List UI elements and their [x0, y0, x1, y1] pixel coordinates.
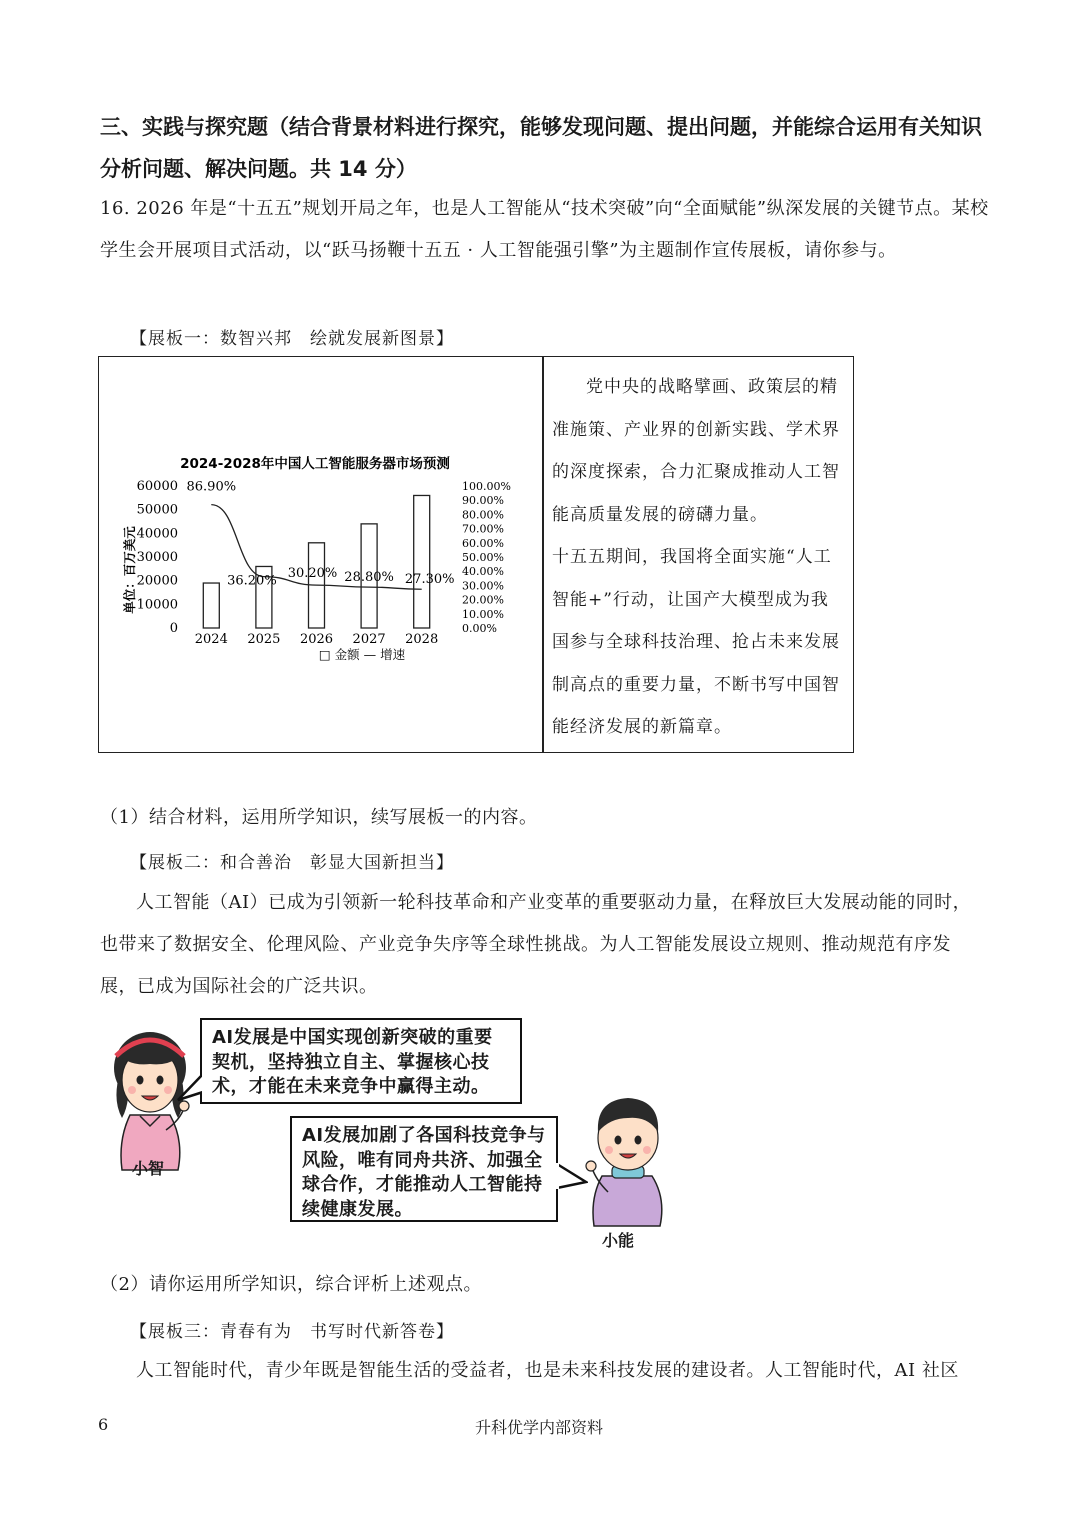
panel-2-text: 人工智能（AI）已成为引领新一轮科技革命和产业变革的重要驱动力量，在释放巨大发展动能的同时，也带来了数据安全、伦理风险、产业竞争失序等全球性挑战。为人工智能发展设立规则、推动规范有序发展，已成为国际社会的广泛共识。 [100, 892, 972, 997]
bar-2028 [414, 495, 430, 628]
x-axis [195, 632, 438, 647]
x-tick-label: 2024 [194, 632, 228, 647]
y2-tick-label: 40.00% [462, 565, 504, 579]
bar-2024 [203, 583, 219, 628]
y-tick-label: 0 [169, 621, 178, 636]
board-text [552, 366, 844, 749]
growth-label: 28.80% [344, 570, 394, 586]
panel-3-label: 【展板三：青春有为 书写时代新答卷】 [130, 1322, 454, 1342]
panel-1-label: 【展板一：数智兴邦 绘就发展新图景】 [130, 329, 454, 349]
y2-tick-label: 80.00% [462, 508, 504, 522]
y-tick-label: 30000 [136, 550, 178, 565]
y-tick-label: 50000 [136, 502, 178, 518]
y2-tick-label: 70.00% [462, 522, 504, 536]
y2-tick-label: 100.00% [462, 480, 511, 493]
growth-label: 86.90% [186, 479, 237, 495]
bar-series [203, 495, 429, 628]
page-number: 6 [98, 1415, 109, 1434]
chart-title: 2024-2028年中国人工智能服务器市场预测 [180, 456, 450, 472]
y2-tick-label: 50.00% [462, 551, 504, 564]
y-tick-label: 40000 [136, 526, 178, 542]
panel-3-text: 人工智能时代，青少年既是智能生活的受益者，也是未来科技发展的建设者。人工智能时代，AI 社区 [136, 1360, 959, 1381]
speech-bubble-boy [290, 1116, 558, 1222]
question-16-text: 16. 2026 年是“十五五”规划开局之年，也是人工智能从“技术突破”向“全面赋能”纵深发展的关键节点。某校学生会开展项目式活动，以“跃马扬鞭十五五 · 人工智能强引擎”为主题制作宣传展板，请你参与。 [100, 198, 989, 261]
growth-label: 27.30% [404, 572, 455, 588]
speech-bubble-boy-text: AI发展加剧了各国科技竞争与风险，唯有同舟共济、加强全球合作，才能推动人工智能持续健康发展。 [302, 1125, 546, 1220]
y-tick-label: 20000 [136, 573, 178, 589]
y2-tick-label: 0.00% [462, 622, 497, 635]
x-tick-label: 2027 [352, 632, 386, 647]
x-tick-label: 2025 [247, 632, 281, 647]
y2-tick-label: 60.00% [462, 536, 504, 550]
question-2-text: （2）请你运用所学知识，综合评析上述观点。 [100, 1274, 482, 1295]
speech-bubble-girl-tail [176, 1070, 206, 1106]
footer-source: 升科优学内部资料 [475, 1418, 604, 1437]
board-paragraph-1: 党中央的战略擘画、政策层的精准施策、产业界的创新实践、学术界的深度探索，合力汇聚成推动人工智能高质量发展的磅礴力量。 [552, 377, 840, 525]
y2-tick-label: 90.00% [462, 494, 504, 508]
girl-name-label: 小智 [132, 1159, 165, 1178]
y-tick-label: 60000 [136, 479, 178, 494]
ai-server-market-chart [100, 440, 530, 670]
speech-bubble-girl [200, 1018, 522, 1104]
board-divider [542, 356, 544, 753]
growth-label: 30.20% [287, 566, 338, 582]
board-paragraph-2: 十五五期间，我国将全面实施“人工智能+”行动，让国产大模型成为我国参与全球科技治理、抢占未来发展制高点的重要力量，不断书写中国智能经济发展的新篇章。 [552, 547, 840, 737]
question-1-text: （1）结合材料，运用所学知识，续写展板一的内容。 [100, 807, 538, 828]
chart-legend: □ 金额 — 增速 [318, 647, 406, 662]
panel-2-label: 【展板二：和合善治 彰显大国新担当】 [130, 853, 454, 873]
x-tick-label: 2026 [299, 632, 334, 647]
y2-tick-label: 10.00% [462, 607, 504, 621]
x-tick-label: 2028 [405, 632, 439, 647]
boy-name-label: 小能 [602, 1231, 635, 1250]
chart-ylabel: 单位：百万美元 [122, 526, 137, 614]
y-tick-label: 10000 [136, 597, 178, 613]
y-axis-right [462, 480, 511, 635]
y2-tick-label: 30.00% [462, 579, 504, 593]
boy-xiaoneng-illustration [582, 1088, 672, 1228]
speech-bubble-girl-text: AI发展是中国实现创新突破的重要契机，坚持独立自主、掌握核心技术，才能在未来竞争中赢得主动。 [212, 1027, 493, 1097]
y2-tick-label: 20.00% [462, 593, 504, 607]
growth-label: 36.20% [227, 573, 277, 589]
section-title: 三、实践与探究题（结合背景材料进行探究，能够发现问题、提出问题，并能综合运用有关知识分析问题、解决问题。共 14 分） [100, 115, 982, 181]
y-axis-left [137, 479, 178, 636]
